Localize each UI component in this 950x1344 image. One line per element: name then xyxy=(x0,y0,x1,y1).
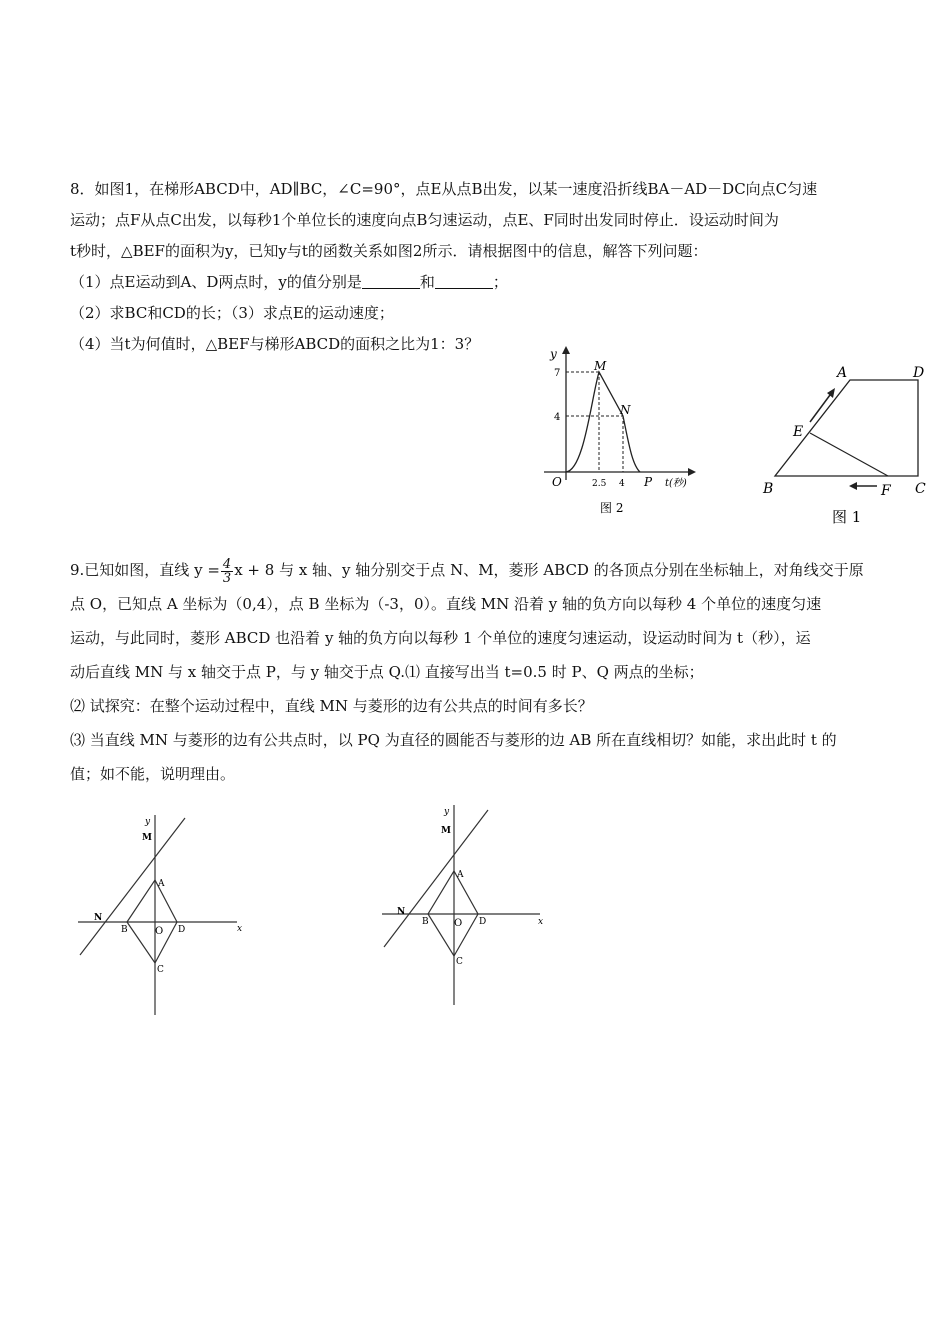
figure-1-trapezoid xyxy=(755,360,940,530)
svg-text:C: C xyxy=(157,965,164,975)
svg-text:N: N xyxy=(94,913,103,923)
figure-1-caption: 图 1 xyxy=(832,508,862,526)
point-f-label: F xyxy=(881,483,891,499)
q9-line: 运动，与此同时，菱形 ABCD 也沿着 y 轴的负方向以每秒 1 个单位的速度匀速运动，设运动时间为 t（秒），运 xyxy=(70,629,811,647)
q8-sub2: （2）求BC和CD的长；（3）求点E的运动速度； xyxy=(70,304,394,322)
svg-text:N: N xyxy=(397,907,406,917)
point-e-label: E xyxy=(793,424,804,440)
svg-text:A: A xyxy=(457,870,464,880)
line-mn xyxy=(80,818,185,955)
q8-line: 运动；点F从点C出发，以每秒1个单位长的速度向点B匀速运动，点E、F同时出发同时停止．设运动时间为 xyxy=(70,211,779,229)
q9-line: ⑶ 当直线 MN 与菱形的边有公共点时，以 PQ 为直径的圆能否与菱形的边 AB 所在直线相切？如能，求出此时 t 的 xyxy=(70,731,837,749)
q9-line: 点 O，已知点 A 坐标为（0,4），点 B 坐标为（-3，0）。直线 MN 沿着 y 轴的负方向以每秒 4 个单位的速度匀速 xyxy=(70,595,822,613)
svg-text:B: B xyxy=(121,925,128,935)
y-tick-4: 4 xyxy=(554,412,561,423)
vertex-b-label: B xyxy=(763,481,774,497)
x-axis-label: t(秒) xyxy=(665,478,687,489)
graph-curve xyxy=(566,372,640,472)
origin-label: O xyxy=(552,475,562,489)
svg-text:y: y xyxy=(145,817,151,827)
q9-line: ⑵ 试探究：在整个运动过程中，直线 MN 与菱形的边有公共点的时间有多长？ xyxy=(70,697,593,715)
svg-text:O: O xyxy=(155,926,164,937)
svg-text:x: x xyxy=(237,924,243,934)
question-8 xyxy=(70,174,890,360)
x-tick-4: 4 xyxy=(619,479,625,489)
x-tick-2-5: 2.5 xyxy=(592,479,607,489)
fraction-4-3: $\frac{4}{3}$ xyxy=(222,556,232,586)
answer-blank-2[interactable] xyxy=(435,272,493,289)
q8-sub4: （4）当t为何值时，△BEF与梯形ABCD的面积之比为1：3？ xyxy=(70,335,480,353)
y-axis-label: y xyxy=(550,347,557,361)
svg-text:O: O xyxy=(454,918,463,929)
svg-text:x: x xyxy=(538,917,544,927)
figure-2-graph xyxy=(536,340,706,520)
svg-text:M: M xyxy=(441,826,451,836)
segment-ef xyxy=(810,433,888,476)
vertex-d-label: D xyxy=(913,365,925,381)
point-m-label: M xyxy=(594,359,607,373)
q9-line: 值；如不能，说明理由。 xyxy=(70,765,236,783)
q8-line: t秒时，△BEF的面积为y，已知y与t的函数关系如图2所示．请根据图中的信息，解答下列问题： xyxy=(70,242,708,260)
svg-text:C: C xyxy=(456,957,463,967)
svg-text:B: B xyxy=(422,917,429,927)
svg-text:M: M xyxy=(142,833,152,843)
svg-text:D: D xyxy=(479,917,487,927)
vertex-a-label: A xyxy=(837,365,848,381)
point-n-label: N xyxy=(620,403,631,417)
vertex-c-label: C xyxy=(915,481,926,497)
y-tick-7: 7 xyxy=(554,368,561,379)
q8-line: 8．如图1，在梯形ABCD中，AD∥BC，∠C=90°，点E从点B出发，以某一速度沿折线BA－AD－DC向点C匀速 xyxy=(70,180,818,198)
svg-text:D: D xyxy=(178,925,186,935)
q9-line-1: 9.已知如图，直线 y = $\frac{4}{3}$ x + 8 与 x 轴、y 轴分别交于点 N、M，菱形 ABCD 的各顶点分别在坐标轴上，对角线交于原 xyxy=(70,556,864,586)
svg-text:A: A xyxy=(158,879,165,889)
coordinate-graph-2 xyxy=(380,800,555,1010)
svg-text:y: y xyxy=(444,807,450,817)
coordinate-graph-1 xyxy=(75,810,250,1020)
answer-blank-1[interactable] xyxy=(362,272,420,289)
point-p-label: P xyxy=(644,475,653,489)
figure-2-caption: 图 2 xyxy=(600,501,624,515)
question-9 xyxy=(70,553,890,791)
q8-sub1: （1）点E运动到A、D两点时，y的值分别是 和 ； xyxy=(70,273,508,291)
q9-line: 动后直线 MN 与 x 轴交于点 P，与 y 轴交于点 Q.⑴ 直接写出当 t=0.5 时 P、Q 两点的坐标； xyxy=(70,663,704,681)
